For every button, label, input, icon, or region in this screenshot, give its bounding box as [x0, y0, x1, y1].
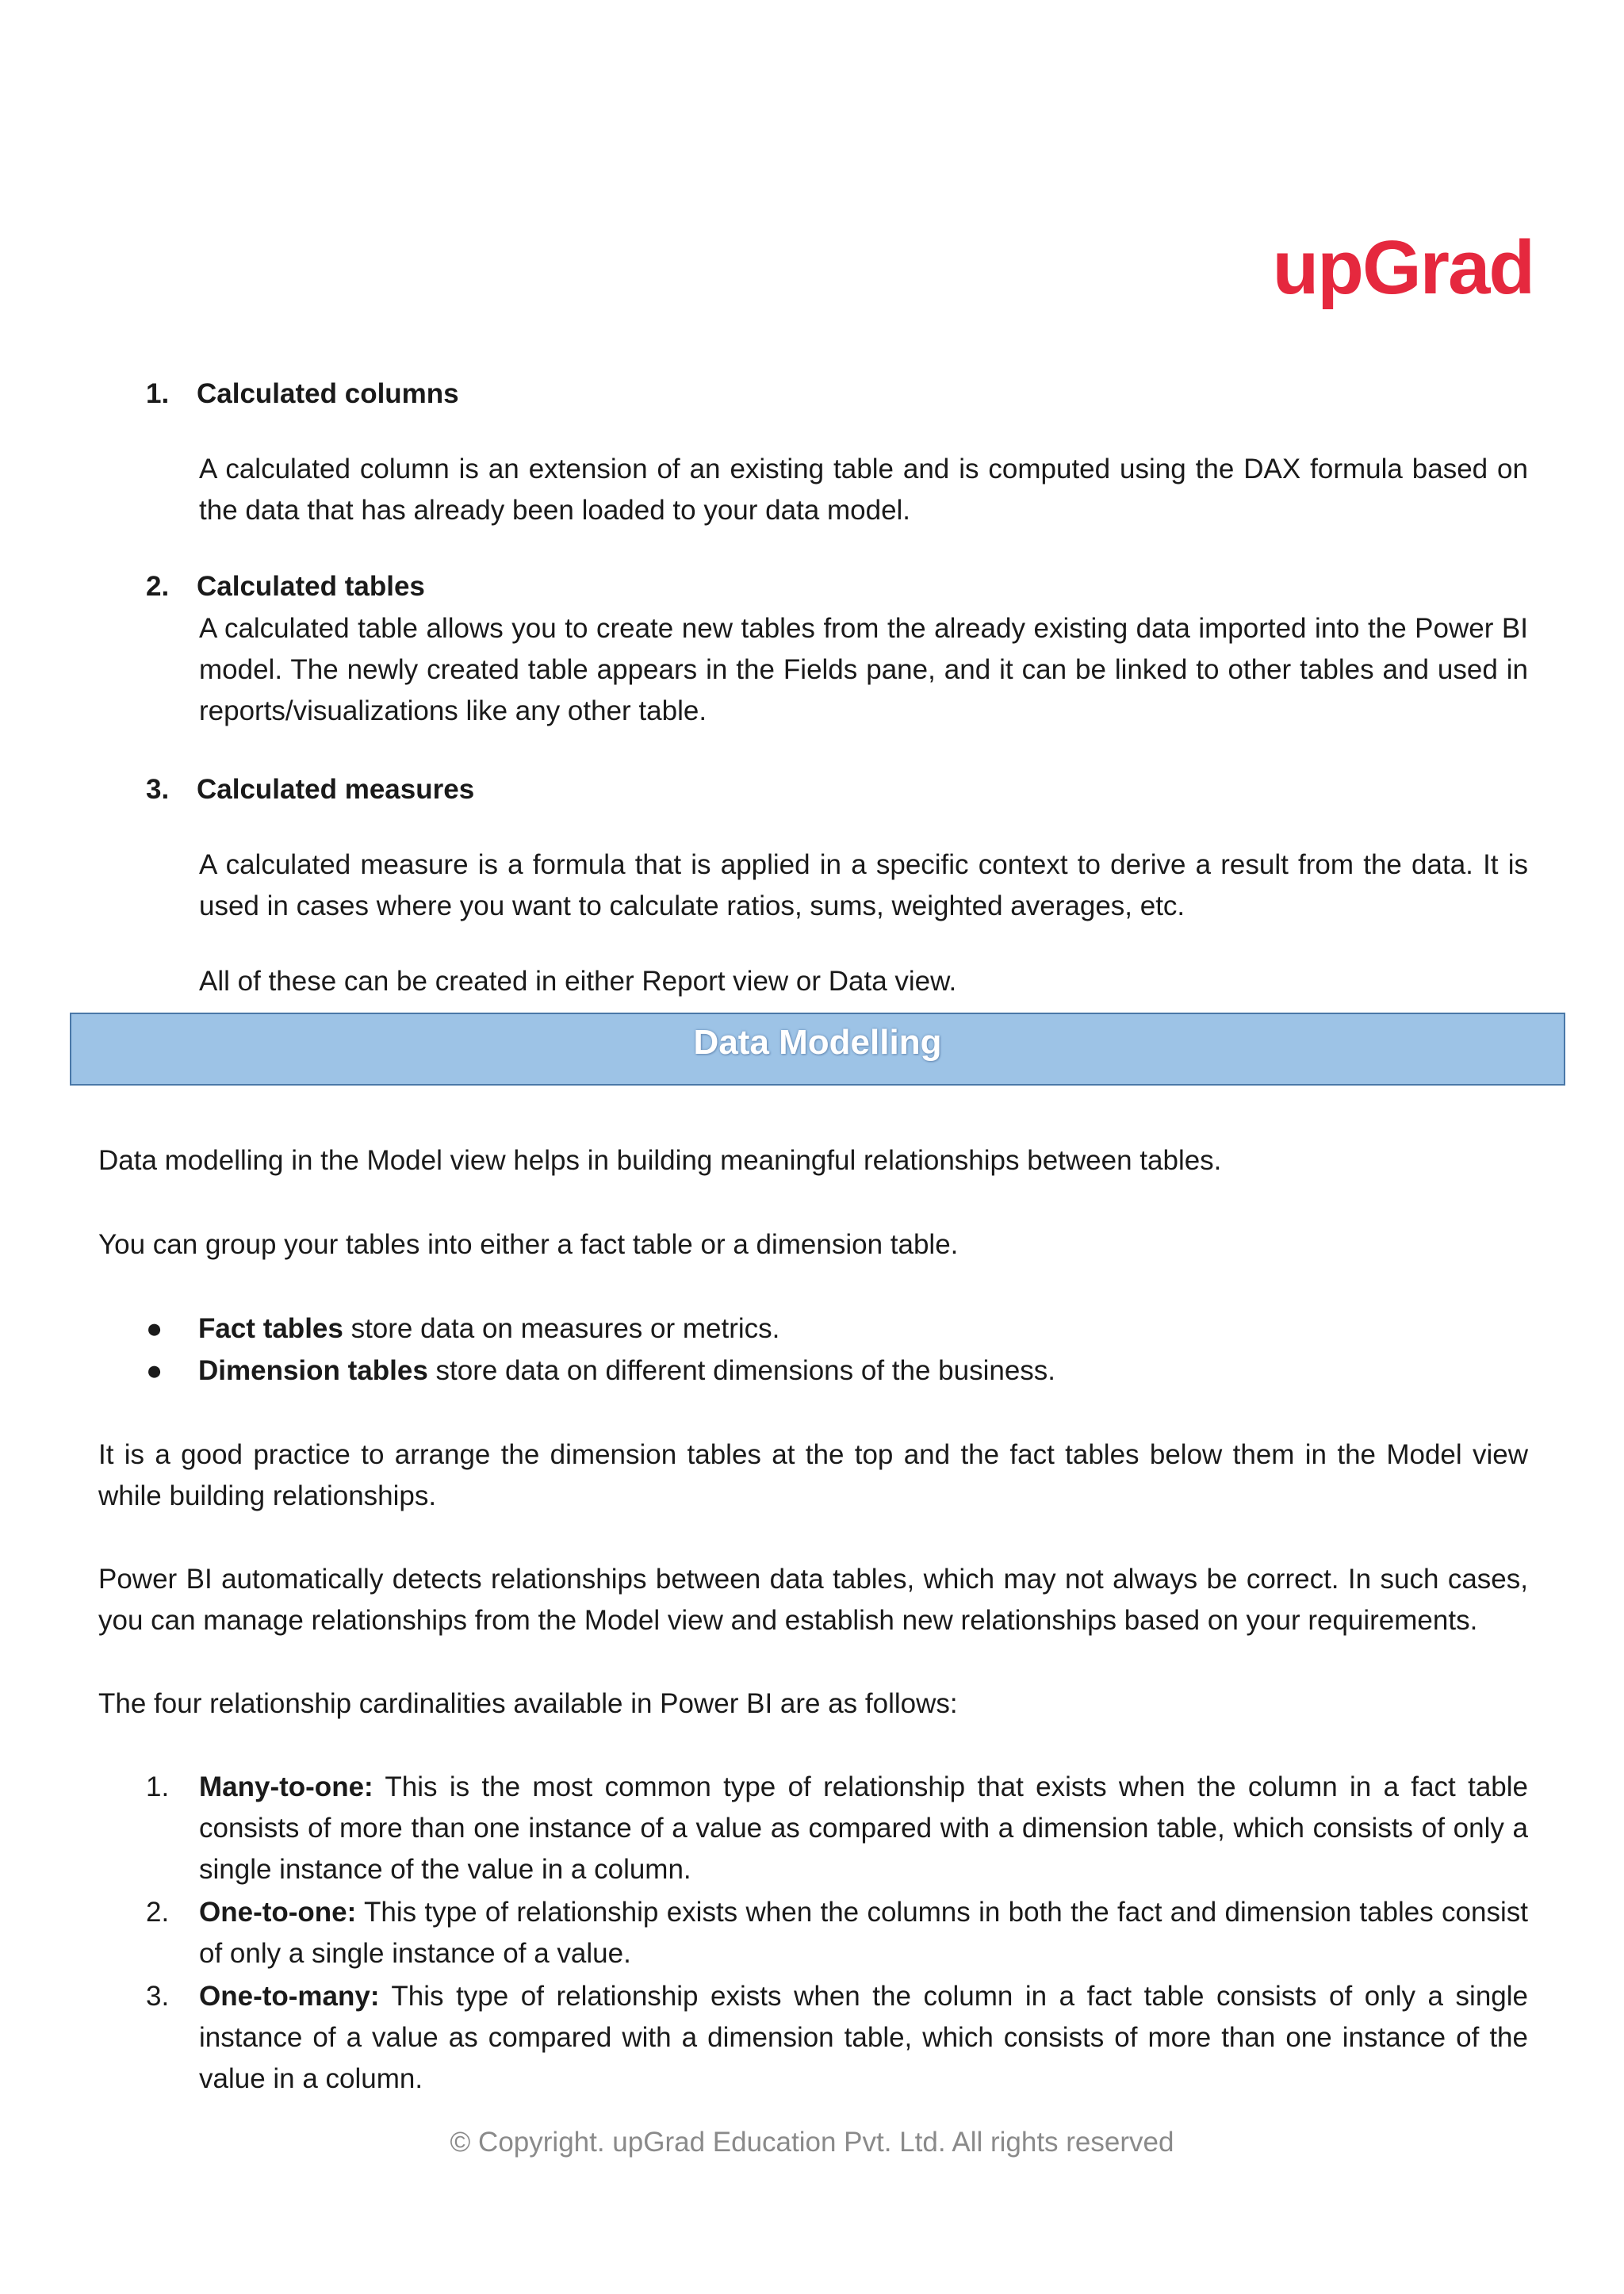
- cardinality-text: This type of relationship exists when the columns in both the fact and dimension tables consist of only a single instance of a value.: [199, 1897, 1528, 1969]
- modelling-group-text: You can group your tables into either a fact table or a dimension table.: [98, 1229, 959, 1260]
- calc-item-title: Calculated tables: [197, 571, 425, 602]
- bullet-item: [146, 1350, 1055, 1392]
- cardinality-intro: The four relationship cardinalities available in Power BI are as follows:: [98, 1688, 958, 1719]
- calc-closing-text: All of these can be created in either Report view or Data view.: [199, 966, 957, 997]
- bullet-text: store data on different dimensions of the business.: [427, 1355, 1056, 1386]
- copyright-footer: © Copyright. upGrad Education Pvt. Ltd. All rights reserved: [450, 2127, 1174, 2158]
- cardinality-term: One-to-many:: [199, 1981, 380, 2012]
- calc-item-heading: [146, 373, 459, 415]
- calc-item-heading: [146, 566, 425, 607]
- cardinality-text: This is the most common type of relationship that exists when the column in a fact table consists of more than one instance of a value as compared with a dimension table, which consists of only a single instance of the value in a column.: [199, 1771, 1528, 1885]
- bullet-text: store data on measures or metrics.: [343, 1313, 780, 1344]
- section-title: Data Modelling: [693, 1023, 942, 1062]
- cardinality-item: [146, 1892, 1528, 1974]
- cardinality-item: [146, 1767, 1528, 1890]
- list-number: 2.: [146, 1897, 170, 1928]
- calc-item-description: A calculated column is an extension of an existing table and is computed using the DAX formula based on the data that has already been loaded to your data model.: [199, 454, 1528, 526]
- calc-item-title: Calculated columns: [197, 378, 459, 409]
- list-number: 3.: [146, 1981, 170, 2012]
- cardinality-term: Many-to-one:: [199, 1771, 373, 1802]
- bullet-icon: ●: [146, 1355, 163, 1386]
- list-number: 3.: [146, 774, 170, 805]
- calc-item-title: Calculated measures: [197, 774, 475, 805]
- calc-item-description: A calculated measure is a formula that is applied in a specific context to derive a result from the data. It is used in cases where you want to calculate ratios, sums, weighted averages, etc.: [199, 849, 1528, 921]
- modelling-practice: It is a good practice to arrange the dimension tables at the top and the fact tables below them in the Model view while building relationships.: [98, 1439, 1528, 1511]
- list-number: 2.: [146, 571, 170, 602]
- modelling-intro: Data modelling in the Model view helps in building meaningful relationships between tables.: [98, 1145, 1222, 1176]
- calc-item-heading: [146, 769, 474, 810]
- cardinality-item: [146, 1976, 1528, 2100]
- section-header-bar: [70, 1013, 1565, 1086]
- bullet-term: Fact tables: [198, 1313, 343, 1344]
- cardinality-term: One-to-one:: [199, 1897, 357, 1928]
- cardinality-text: This type of relationship exists when the column in a fact table consists of only a single instance of a value as compared with a dimension table, which consists of more than one instance of the value in a column.: [199, 1981, 1528, 2094]
- upgrad-logo: upGrad: [1272, 225, 1534, 310]
- list-number: 1.: [146, 1771, 170, 1802]
- bullet-icon: ●: [146, 1313, 163, 1344]
- list-number: 1.: [146, 378, 170, 409]
- bullet-term: Dimension tables: [198, 1355, 428, 1386]
- calc-item-description: A calculated table allows you to create new tables from the already existing data imported into the Power BI model. The newly created table appears in the Fields pane, and it can be linked to other tables and used in reports/visualizations like any other table.: [199, 613, 1528, 726]
- modelling-detect: Power BI automatically detects relationships between data tables, which may not always be correct. In such cases, you can manage relationships from the Model view and establish new relationships based on your requirements.: [98, 1564, 1528, 1636]
- bullet-item: [146, 1308, 779, 1350]
